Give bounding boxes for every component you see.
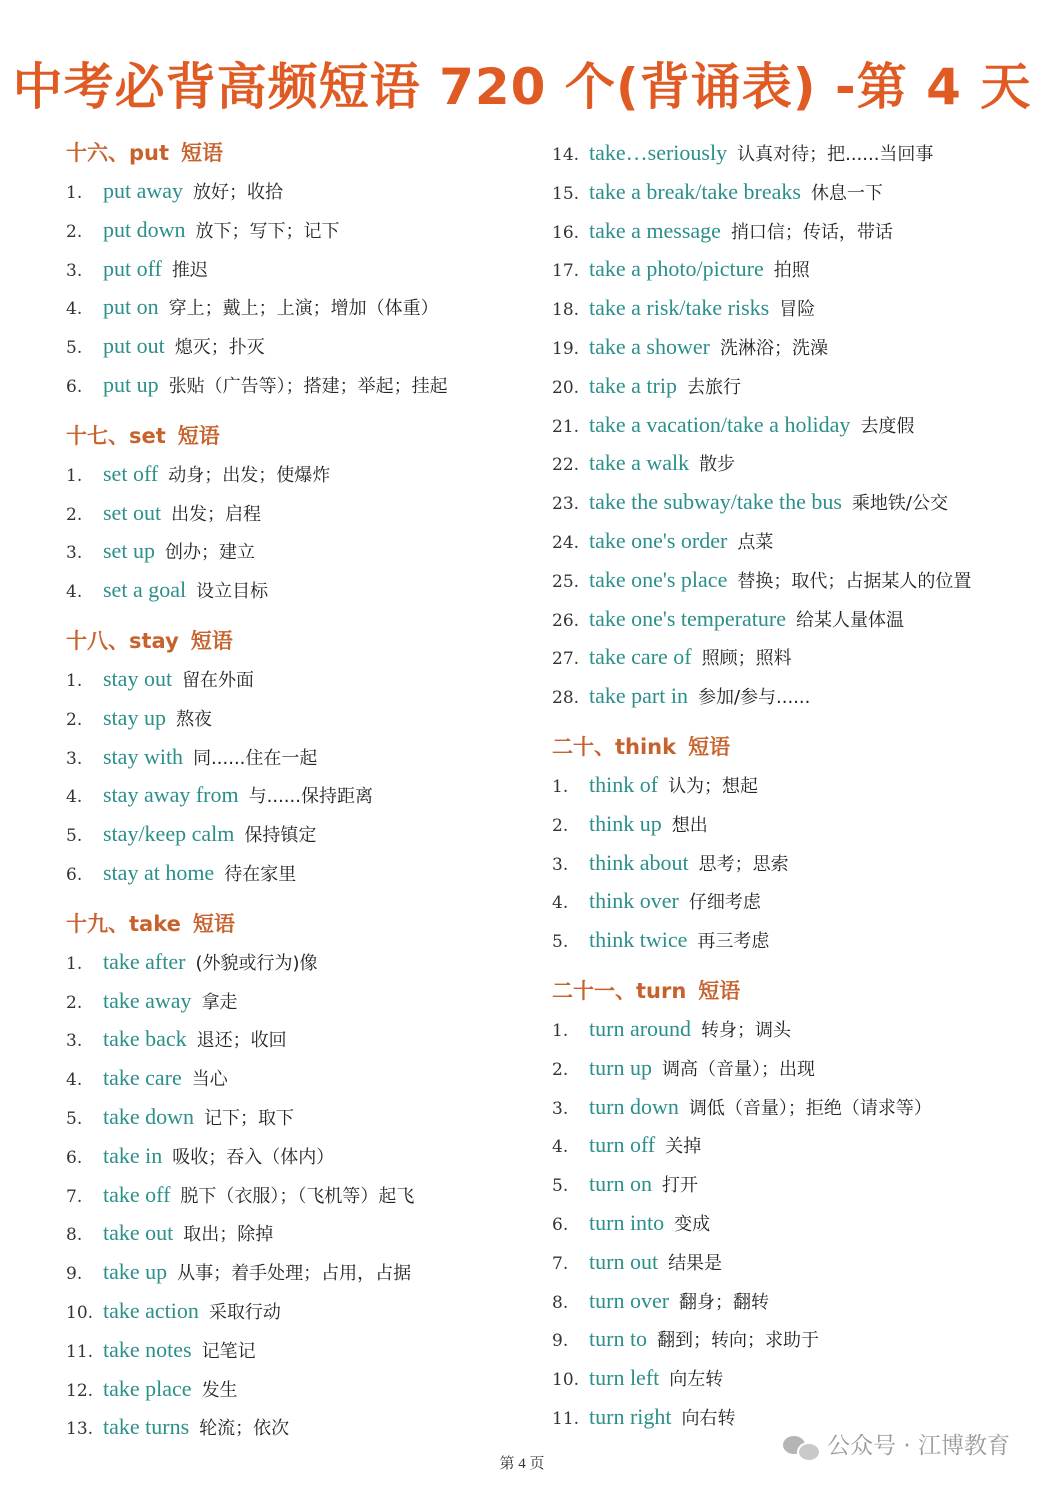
section-number: 十六、 — [66, 141, 129, 165]
english-phrase: take care — [103, 1065, 182, 1091]
section-heading — [66, 622, 506, 660]
chinese-meaning: 替换；取代；占据某人的位置 — [737, 570, 972, 592]
english-phrase: turn up — [589, 1054, 652, 1080]
item-number: 5. — [66, 826, 83, 847]
item-number: 6. — [66, 376, 83, 397]
item-number: 5. — [552, 932, 569, 953]
section-heading — [66, 417, 506, 455]
phrase-section — [66, 893, 506, 1447]
chinese-meaning: 转身；调头 — [701, 1019, 792, 1041]
phrase-item — [552, 638, 1022, 677]
chinese-meaning: 采取行动 — [208, 1301, 281, 1323]
english-phrase: think up — [589, 810, 662, 836]
english-phrase: put away — [103, 178, 184, 203]
english-phrase: take back — [103, 1026, 187, 1052]
item-number: 2. — [552, 815, 569, 836]
english-phrase: take a risk/take risks — [589, 295, 770, 321]
item-number: 4. — [66, 787, 83, 808]
item-number: 3. — [66, 260, 83, 281]
chinese-meaning: 调低（音量）；拒绝（请求等） — [688, 1097, 932, 1119]
english-phrase: set out — [103, 499, 162, 525]
phrase-item — [552, 483, 1022, 522]
chinese-meaning: 给某人量体温 — [795, 609, 904, 631]
watermark-text: 公众号 · 江博教育 — [827, 1433, 1010, 1459]
english-phrase: take away — [103, 987, 192, 1013]
phrase-item — [66, 1098, 506, 1137]
item-number: 6. — [552, 1214, 569, 1235]
phrase-item — [552, 444, 1022, 483]
item-number: 10. — [66, 1302, 94, 1323]
item-number: 10. — [552, 1370, 580, 1391]
item-number: 20. — [552, 377, 580, 398]
item-number: 3. — [66, 543, 83, 564]
section-number: 十七、 — [66, 423, 129, 448]
phrase-section — [66, 610, 506, 893]
phrase-item — [552, 805, 1022, 844]
chinese-meaning: 记笔记 — [201, 1340, 256, 1362]
phrase-item — [66, 738, 506, 777]
phrase-section — [66, 134, 506, 405]
english-phrase: take one's order — [589, 527, 728, 553]
chinese-meaning: 熄灭；扑灭 — [174, 337, 265, 359]
chinese-meaning: 再三考虑 — [697, 931, 770, 953]
item-number: 3. — [66, 1031, 83, 1052]
english-phrase: stay away from — [103, 782, 239, 808]
right-column — [552, 134, 1022, 1437]
item-number: 9. — [552, 1331, 569, 1352]
english-phrase: take action — [103, 1297, 199, 1323]
english-phrase: take out — [103, 1220, 174, 1246]
english-phrase: take turns — [103, 1414, 190, 1440]
wechat-icon — [781, 1432, 821, 1462]
section-tail: 短语 — [192, 911, 235, 936]
chinese-meaning: 保持镇定 — [244, 825, 317, 847]
chinese-meaning: 推迟 — [171, 259, 208, 281]
english-phrase: take a break/take breaks — [589, 178, 801, 204]
chinese-meaning: 捎口信；传话，带话 — [730, 221, 893, 243]
page-number: 第 4 页 — [499, 1456, 545, 1472]
section-word: turn — [636, 978, 687, 1003]
phrase-section — [552, 716, 1022, 960]
item-number: 3. — [66, 748, 83, 769]
phrase-item — [552, 328, 1022, 367]
item-number: 1. — [66, 670, 83, 691]
item-number: 8. — [552, 1292, 569, 1313]
english-phrase: think twice — [589, 927, 688, 953]
item-number: 11. — [66, 1341, 94, 1362]
phrase-item — [552, 1243, 1022, 1282]
english-phrase: take part in — [589, 683, 688, 709]
english-phrase: take…seriously — [589, 140, 728, 165]
item-number: 22. — [552, 455, 580, 476]
section-tail: 短语 — [688, 734, 731, 759]
phrase-item — [552, 1282, 1022, 1321]
item-number: 2. — [552, 1059, 569, 1080]
phrase-item — [552, 1010, 1022, 1049]
english-phrase: stay out — [103, 665, 173, 691]
phrase-item — [66, 532, 506, 571]
item-number: 1. — [66, 465, 83, 486]
english-phrase: put off — [103, 255, 162, 281]
chinese-meaning: 出发；启程 — [171, 503, 262, 525]
phrase-item — [66, 494, 506, 533]
chinese-meaning: 散步 — [699, 454, 736, 476]
item-number: 6. — [66, 1147, 83, 1168]
phrase-item — [66, 1408, 506, 1447]
section-heading — [66, 134, 506, 172]
phrase-item — [552, 1359, 1022, 1398]
english-phrase: take one's place — [589, 566, 728, 592]
chinese-meaning: 想出 — [671, 814, 708, 836]
phrase-item — [66, 1214, 506, 1253]
item-number: 2. — [66, 504, 83, 525]
item-number: 8. — [66, 1225, 83, 1246]
chinese-meaning: 认真对待；把......当回事 — [737, 144, 934, 165]
english-phrase: take down — [103, 1103, 195, 1129]
phrase-item — [66, 571, 506, 610]
phrase-item — [552, 250, 1022, 289]
item-number: 6. — [66, 864, 83, 885]
item-number: 4. — [66, 582, 83, 603]
phrase-item — [552, 921, 1022, 960]
english-phrase: take care of — [589, 644, 692, 670]
section-tail: 短语 — [698, 978, 741, 1003]
english-phrase: set off — [103, 460, 159, 486]
english-phrase: take a trip — [589, 372, 677, 398]
item-number: 7. — [552, 1253, 569, 1274]
english-phrase: stay/keep calm — [103, 821, 235, 847]
chinese-meaning: 同......住在一起 — [193, 747, 318, 769]
phrase-item — [552, 882, 1022, 921]
phrase-item — [66, 288, 506, 327]
chinese-meaning: 熬夜 — [175, 708, 212, 730]
item-number: 14. — [552, 145, 580, 165]
item-number: 23. — [552, 494, 580, 515]
english-phrase: stay with — [103, 743, 184, 769]
chinese-meaning: 创办；建立 — [164, 542, 255, 564]
phrase-item — [552, 1049, 1022, 1088]
section-word: think — [615, 734, 677, 759]
chinese-meaning: 休息一下 — [810, 182, 883, 204]
item-number: 19. — [552, 338, 580, 359]
chinese-meaning: 拍照 — [773, 260, 810, 282]
chinese-meaning: 退还；收回 — [196, 1030, 287, 1052]
chinese-meaning: 翻到；转向；求助于 — [657, 1330, 820, 1352]
phrase-item — [66, 943, 506, 982]
phrase-item — [66, 366, 506, 405]
chinese-meaning: 待在家里 — [224, 863, 297, 885]
chinese-meaning: 翻身；翻转 — [679, 1291, 770, 1313]
item-number: 21. — [552, 416, 580, 437]
section-tail: 短语 — [177, 423, 220, 448]
chinese-meaning: 仔细考虑 — [688, 892, 761, 914]
phrase-item — [66, 660, 506, 699]
chinese-meaning: 当心 — [191, 1069, 228, 1091]
chinese-meaning: 发生 — [201, 1379, 238, 1401]
chinese-meaning: 吸收；吞入（体内） — [172, 1146, 335, 1168]
item-number: 4. — [66, 299, 83, 320]
phrase-item — [66, 211, 506, 250]
phrase-item — [552, 406, 1022, 445]
item-number: 18. — [552, 300, 580, 321]
phrase-item — [66, 1253, 506, 1292]
chinese-meaning: 向右转 — [681, 1407, 736, 1429]
english-phrase: take a walk — [589, 450, 690, 476]
chinese-meaning: 放好；收拾 — [193, 182, 284, 203]
english-phrase: take a shower — [589, 333, 710, 359]
english-phrase: turn down — [589, 1093, 679, 1119]
section-number: 十九、 — [66, 911, 129, 936]
item-number: 2. — [66, 709, 83, 730]
phrase-item — [66, 327, 506, 366]
phrase-item — [552, 766, 1022, 805]
chinese-meaning: 关掉 — [665, 1136, 702, 1158]
page-title: 中考必背高频短语 720 个(背诵表) -第 4 天 — [12, 58, 1032, 116]
phrase-item — [552, 561, 1022, 600]
item-number: 9. — [66, 1264, 83, 1285]
section-heading — [552, 728, 1022, 766]
english-phrase: think over — [589, 888, 679, 914]
english-phrase: take after — [103, 948, 186, 974]
section-word: take — [129, 911, 181, 936]
phrase-item — [66, 1292, 506, 1331]
phrase-item — [66, 1176, 506, 1215]
phrase-item — [552, 173, 1022, 212]
english-phrase: take notes — [103, 1336, 192, 1362]
item-number: 1. — [66, 953, 83, 974]
english-phrase: turn on — [589, 1171, 652, 1197]
english-phrase: take place — [103, 1375, 192, 1401]
left-column — [66, 134, 506, 1447]
english-phrase: set up — [103, 538, 155, 564]
english-phrase: take up — [103, 1259, 168, 1285]
english-phrase: take a message — [589, 217, 721, 243]
chinese-meaning: 乘地铁/公交 — [851, 493, 949, 515]
phrase-item — [66, 1370, 506, 1409]
english-phrase: take one's temperature — [589, 605, 786, 631]
item-number: 3. — [552, 854, 569, 875]
item-number: 25. — [552, 571, 580, 592]
phrase-item — [66, 1020, 506, 1059]
english-phrase: take in — [103, 1142, 163, 1168]
item-number: 27. — [552, 649, 580, 670]
english-phrase: stay up — [103, 704, 166, 730]
item-number: 1. — [66, 183, 83, 203]
item-number: 28. — [552, 688, 580, 709]
phrase-item — [552, 844, 1022, 883]
phrase-item — [66, 1137, 506, 1176]
item-number: 16. — [552, 222, 580, 243]
section-word: stay — [129, 628, 179, 653]
item-number: 2. — [66, 992, 83, 1013]
section-heading — [66, 905, 506, 943]
item-number: 5. — [66, 338, 83, 359]
phrase-item — [552, 134, 1022, 173]
english-phrase: put up — [103, 371, 159, 397]
item-number: 4. — [552, 893, 569, 914]
phrase-item — [552, 212, 1022, 251]
chinese-meaning: 去旅行 — [686, 376, 741, 398]
phrase-item — [552, 677, 1022, 716]
english-phrase: turn into — [589, 1209, 665, 1235]
item-number: 1. — [552, 776, 569, 797]
chinese-meaning: 洗淋浴；洗澡 — [719, 337, 828, 359]
english-phrase: turn to — [589, 1326, 648, 1352]
chinese-meaning: 取出；除掉 — [183, 1224, 274, 1246]
section-heading — [552, 972, 1022, 1010]
phrase-item — [66, 1331, 506, 1370]
section-tail: 短语 — [181, 141, 224, 165]
section-number: 二十一、 — [552, 978, 636, 1003]
phrase-item — [66, 982, 506, 1021]
item-number: 5. — [66, 1108, 83, 1129]
english-phrase: take a photo/picture — [589, 256, 764, 282]
section-number: 十八、 — [66, 628, 129, 653]
chinese-meaning: 打开 — [661, 1175, 698, 1197]
chinese-meaning: 冒险 — [779, 299, 816, 321]
section-tail: 短语 — [190, 628, 233, 653]
chinese-meaning: 向左转 — [669, 1369, 724, 1391]
chinese-meaning: 放下；写下；记下 — [195, 220, 340, 242]
item-number: 4. — [552, 1137, 569, 1158]
english-phrase: stay at home — [103, 859, 215, 885]
item-number: 15. — [552, 183, 580, 204]
phrase-item — [66, 172, 506, 211]
phrase-item — [552, 1204, 1022, 1243]
chinese-meaning: 变成 — [674, 1213, 711, 1235]
item-number: 24. — [552, 532, 580, 553]
english-phrase: take a vacation/take a holiday — [589, 411, 851, 437]
phrase-item — [552, 289, 1022, 328]
phrase-item — [66, 815, 506, 854]
chinese-meaning: 拿走 — [201, 991, 238, 1013]
section-number: 二十、 — [552, 734, 615, 759]
phrase-item — [552, 1165, 1022, 1204]
english-phrase: set a goal — [103, 577, 187, 603]
chinese-meaning: 设立目标 — [196, 581, 269, 603]
english-phrase: think of — [589, 771, 659, 797]
chinese-meaning: 参加/参与...... — [697, 687, 811, 709]
english-phrase: turn right — [589, 1403, 672, 1429]
english-phrase: turn off — [589, 1132, 656, 1158]
item-number: 4. — [66, 1070, 83, 1091]
english-phrase: take off — [103, 1181, 171, 1207]
chinese-meaning: 轮流；依次 — [199, 1418, 290, 1440]
chinese-meaning: 与......保持距离 — [248, 786, 373, 808]
phrase-item — [552, 1088, 1022, 1127]
phrase-item — [66, 1059, 506, 1098]
chinese-meaning: 脱下（衣服）；（飞机等）起飞 — [180, 1185, 415, 1207]
phrase-item — [66, 854, 506, 893]
phrase-item — [66, 250, 506, 289]
phrase-item — [552, 1126, 1022, 1165]
phrase-item — [66, 699, 506, 738]
phrase-item — [66, 776, 506, 815]
phrase-item — [552, 600, 1022, 639]
item-number: 26. — [552, 610, 580, 631]
item-number: 5. — [552, 1176, 569, 1197]
phrase-item — [552, 1320, 1022, 1359]
take-continued-list — [552, 134, 1022, 716]
phrase-item — [552, 522, 1022, 561]
english-phrase: put on — [103, 294, 159, 320]
phrase-section — [66, 405, 506, 610]
chinese-meaning: 思考；思索 — [698, 853, 789, 875]
phrase-item — [66, 455, 506, 494]
item-number: 17. — [552, 261, 580, 282]
english-phrase: turn over — [589, 1287, 670, 1313]
chinese-meaning: 穿上；戴上；上演；增加（体重） — [168, 298, 439, 320]
chinese-meaning: 留在外面 — [182, 669, 255, 691]
item-number: 12. — [66, 1380, 94, 1401]
item-number: 13. — [66, 1419, 94, 1440]
chinese-meaning: 调高（音量）；出现 — [661, 1058, 815, 1080]
english-phrase: turn left — [589, 1365, 660, 1391]
chinese-meaning: 认为；想起 — [668, 775, 759, 797]
section-word: set — [129, 423, 166, 448]
item-number: 11. — [552, 1408, 580, 1429]
english-phrase: put out — [103, 333, 165, 359]
chinese-meaning: 记下；取下 — [204, 1107, 295, 1129]
english-phrase: take the subway/take the bus — [589, 489, 842, 515]
chinese-meaning: 点菜 — [737, 531, 774, 553]
section-word: put — [129, 141, 170, 165]
phrase-item — [552, 367, 1022, 406]
chinese-meaning: 动身；出发；使爆炸 — [168, 464, 331, 486]
watermark — [781, 1428, 1010, 1464]
item-number: 3. — [552, 1098, 569, 1119]
english-phrase: turn around — [589, 1015, 692, 1041]
chinese-meaning: (外貌或行为)像 — [195, 952, 318, 974]
english-phrase: turn out — [589, 1248, 659, 1274]
item-number: 2. — [66, 221, 83, 242]
chinese-meaning: 照顾；照料 — [701, 648, 792, 670]
item-number: 7. — [66, 1186, 83, 1207]
english-phrase: think about — [589, 849, 689, 875]
chinese-meaning: 结果是 — [668, 1252, 723, 1274]
chinese-meaning: 去度假 — [860, 415, 915, 437]
item-number: 1. — [552, 1020, 569, 1041]
phrase-section — [552, 960, 1022, 1437]
chinese-meaning: 从事；着手处理；占用，占据 — [177, 1263, 412, 1285]
english-phrase: put down — [103, 216, 186, 242]
chinese-meaning: 张贴（广告等）；搭建；举起；挂起 — [168, 375, 448, 397]
